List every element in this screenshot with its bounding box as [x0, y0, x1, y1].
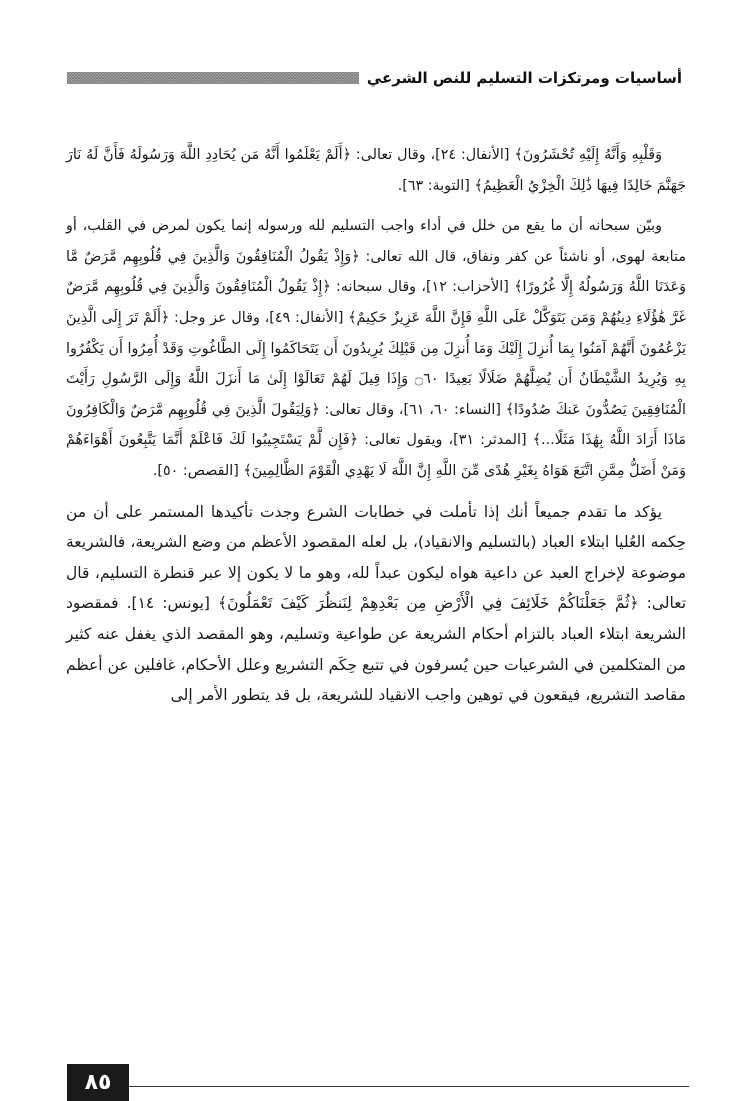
page-number: ٨٥	[67, 1064, 129, 1101]
body-text	[66, 140, 686, 711]
running-header-title: أساسيات ومرتكزات التسليم للنص الشرعي	[359, 66, 682, 90]
paragraph-1: وَقَلْبِهِ وَأَنَّهُ إِلَيْهِ تُحْشَرُونَ﴾ [الأنفال: ٢٤]، وقال تعالى: ﴿أَلَمْ يَعْلَمُوا أَنَّهُ مَن يُحَادِدِ اللَّهَ وَرَسُولَهُ فَأَنَّ لَهُ نَارَ جَهَنَّمَ خَالِدًا فِيهَا ذَٰلِكَ الْخِزْيُ الْعَظِيمُ﴾ [التوبة: ٦٣].	[66, 147, 686, 194]
running-header	[67, 66, 682, 90]
header-pattern-bar	[67, 72, 367, 84]
paragraph-2: وبيّن سبحانه أن ما يقع من خلل في أداء واجب التسليم لله ورسوله إنما يكون لمرض في القلب، أو متابعة لهوى، أو ناشئاً عن كفر ونفاق، قال الله تعالى: ﴿وَإِذْ يَقُولُ الْمُنَافِقُونَ وَالَّذِينَ فِي قُلُوبِهِم مَّرَضٌ مَّا وَعَدَنَا اللَّهُ وَرَسُولُهُ إِلَّا غُرُورًا﴾ [الأحزاب: ١٢]، وقال سبحانه: ﴿إِذْ يَقُولُ الْمُنَافِقُونَ وَالَّذِينَ فِي قُلُوبِهِم مَّرَضٌ غَرَّ هَٰؤُلَاءِ دِينُهُمْ وَمَن يَتَوَكَّلْ عَلَى اللَّهِ فَإِنَّ اللَّهَ عَزِيزٌ حَكِيمٌ﴾ [الأنفال: ٤٩]، وقال عز وجل: ﴿أَلَمْ تَرَ إِلَى الَّذِينَ يَزْعُمُونَ أَنَّهُمْ آمَنُوا بِمَا أُنزِلَ إِلَيْكَ وَمَا أُنزِلَ مِن قَبْلِكَ يُرِيدُونَ أَن يَتَحَاكَمُوا إِلَى الطَّاغُوتِ وَقَدْ أُمِرُوا أَن يَكْفُرُوا بِهِ وَيُرِيدُ الشَّيْطَانُ أَن يُضِلَّهُمْ ضَلَالًا بَعِيدًا ۝٦٠ وَإِذَا قِيلَ لَهُمْ تَعَالَوْا إِلَىٰ مَا أَنزَلَ اللَّهُ وَإِلَى الرَّسُولِ رَأَيْتَ الْمُنَافِقِينَ يَصُدُّونَ عَنكَ صُدُودًا﴾ [النساء: ٦٠، ٦١]، وقال تعالى: ﴿وَلِيَقُولَ الَّذِينَ فِي قُلُوبِهِم مَّرَضٌ وَالْكَافِرُونَ مَاذَا أَرَادَ اللَّهُ بِهَٰذَا مَثَلًا...﴾ [المدثر: ٣١]، ويقول تعالى: ﴿فَإِن لَّمْ يَسْتَجِيبُوا لَكَ فَاعْلَمْ أَنَّمَا يَتَّبِعُونَ أَهْوَاءَهُمْ وَمَنْ أَضَلُّ مِمَّنِ اتَّبَعَ هَوَاهُ بِغَيْرِ هُدًى مِّنَ اللَّهِ إِنَّ اللَّهَ لَا يَهْدِي الْقَوْمَ الظَّالِمِينَ﴾ [القصص: ٥٠].	[66, 218, 687, 479]
paragraph-3: يؤكد ما تقدم جميعاً أنك إذا تأملت في خطابات الشرع وجدت تأكيدها المستمر على أن من حِكمه العُليا ابتلاء العباد (بالتسليم والانقياد)، بل لعله المقصود الأعظم من وضع الشريعة، فالشريعة موضوعة لإخراج العبد عن داعية هواه ليكون عبداً لله، وهو ما لا يكون إلا عبر قنطرة التسليم، قال تعالى: ﴿ثُمَّ جَعَلْنَاكُمْ خَلَائِفَ فِي الْأَرْضِ مِن بَعْدِهِمْ لِنَنظُرَ كَيْفَ تَعْمَلُونَ﴾ [يونس: ١٤]. فمقصود الشريعة ابتلاء العباد بالتزام أحكام الشريعة عن طواعية وتسليم، وهو المقصد الذي يغفل عنه كثير من المتكلمين في الشرعيات حين يُسرفون في تتبع حِكَم التشريع وعلل الأحكام، غافلين عن أعظم مقاصد التشريع، فيقعون في توهين واجب الانقياد للشريعة، بل قد يتطور الأمر إلى	[66, 502, 687, 705]
footer-rule	[129, 1086, 689, 1087]
